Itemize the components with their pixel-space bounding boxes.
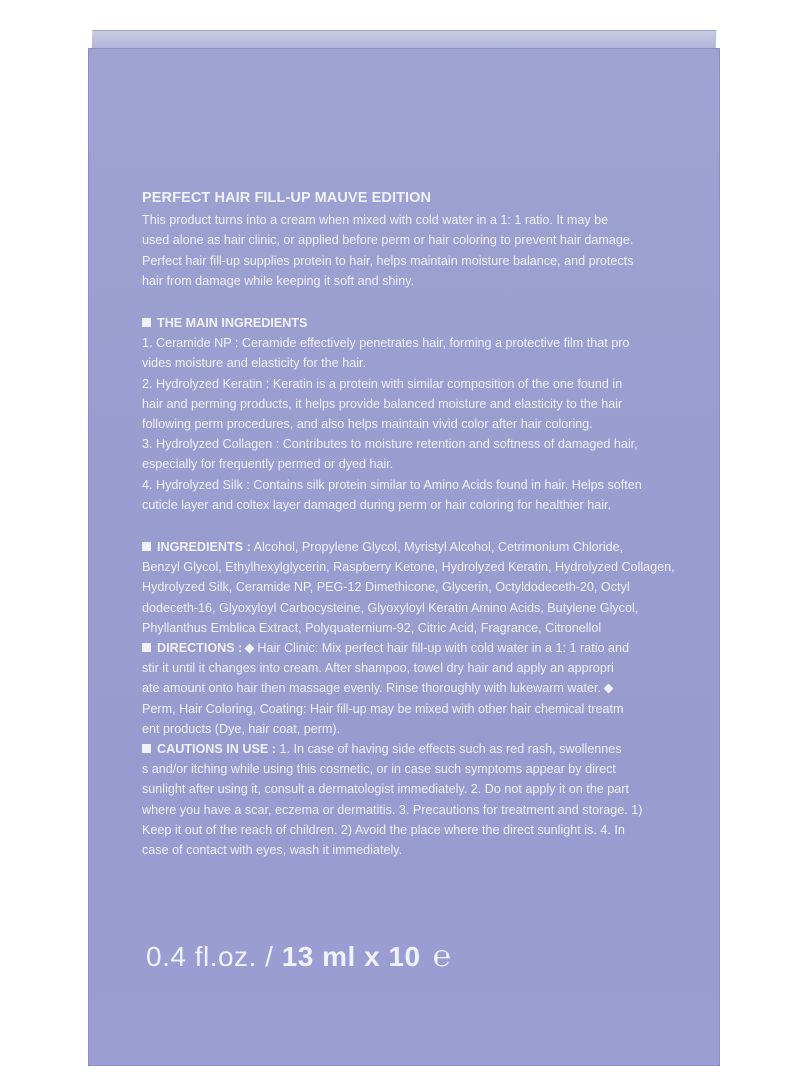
main-ingredient-line: cuticle layer and coltex layer damaged during perm or hair coloring for healthier hair.: [142, 497, 612, 512]
main-ingredient-line: following perm procedures, and also helps maintain vivid color after hair coloring.: [142, 417, 593, 432]
main-ingredient-line: 4. Hydrolyzed Silk : Contains silk protein similar to Amino Acids found in hair. Helps soften: [142, 477, 642, 492]
main-ingredients-heading: [142, 313, 682, 333]
intro-line: This product turns into a cream when mixed with cold water in a 1: 1 ratio. It may be: [142, 213, 609, 228]
directions-line: ent products (Dye, hair coat, perm).: [142, 721, 341, 736]
bullet-square-icon: [142, 643, 151, 652]
bullet-square-icon: [142, 318, 151, 327]
directions-heading: DIRECTIONS :: [157, 641, 243, 656]
main-ingredients-heading-text: THE MAIN INGREDIENTS: [157, 316, 308, 331]
main-ingredient-line: 2. Hydrolyzed Keratin : Keratin is a protein with similar composition of the one found in: [142, 376, 623, 391]
ingredients-line: Benzyl Glycol, Ethylhexylglycerin, Raspberry Ketone, Hydrolyzed Keratin, Hydrolyzed Collagen,: [142, 560, 675, 575]
directions-line: [142, 638, 682, 658]
main-ingredient-line: 1. Ceramide NP : Ceramide effectively penetrates hair, forming a protective film that pro: [142, 336, 630, 351]
cautions-heading: CAUTIONS IN USE :: [157, 742, 276, 757]
net-volume: [146, 940, 451, 974]
volume-imperial: 0.4 fl.oz. /: [146, 941, 274, 972]
product-box: [88, 48, 720, 1066]
directions-line: stir it until it changes into cream. After shampoo, towel dry hair and apply an appropri: [142, 661, 614, 676]
section-gap: [142, 515, 682, 537]
ingredients-line: Hydrolyzed Silk, Ceramide NP, PEG-12 Dimethicone, Glycerin, Octyldodeceth-20, Octyl: [142, 580, 630, 595]
diamond-bullet-icon: [604, 684, 614, 694]
main-ingredient-line: hair and perming products, it helps provide balanced moisture and elasticity to the hair: [142, 396, 623, 411]
ingredients-line: [142, 537, 682, 557]
cautions-text: 1. In case of having side effects such as red rash, swollennes: [279, 742, 622, 757]
main-ingredient-line: especially for frequently permed or dyed hair.: [142, 457, 394, 472]
cautions-line: s and/or itching while using this cosmetic, or in case such symptoms appear by direct: [142, 762, 616, 777]
ingredients-text: Alcohol, Propylene Glycol, Myristyl Alcohol, Cetrimonium Chloride,: [253, 540, 624, 555]
directions-line: [142, 678, 682, 698]
estimated-sign-icon: ℮: [432, 940, 452, 973]
bullet-square-icon: [142, 744, 151, 753]
main-ingredient-line: 3. Hydrolyzed Collagen : Contributes to moisture retention and softness of damaged hair,: [142, 437, 638, 452]
main-ingredient-line: vides moisture and elasticity for the hair.: [142, 356, 366, 371]
cautions-line: [142, 739, 682, 759]
cautions-line: case of contact with eyes, wash it immediately.: [142, 843, 403, 858]
directions-line: Perm, Hair Coloring, Coating: Hair fill-up may be mixed with other hair chemical treatm: [142, 701, 624, 716]
diamond-bullet-icon: [245, 643, 255, 653]
directions-text: ate amount onto hair then massage evenly. Rinse thoroughly with lukewarm water.: [142, 681, 601, 696]
intro-line: used alone as hair clinic, or applied before perm or hair coloring to prevent hair damage.: [142, 233, 634, 248]
bullet-square-icon: [142, 542, 151, 551]
ingredients-line: Phyllanthus Emblica Extract, Polyquaternium-92, Citric Acid, Fragrance, Citronellol: [142, 620, 602, 635]
directions-text: Hair Clinic: Mix perfect hair fill-up with cold water in a 1: 1 ratio and: [257, 641, 630, 656]
ingredients-line: dodeceth-16, Glyoxyloyl Carbocysteine, Glyoxyloyl Keratin Amino Acids, Butylene Glycol,: [142, 600, 639, 615]
label-text-panel: [142, 188, 682, 860]
cautions-line: Keep it out of the reach of children. 2) Avoid the place where the direct sunlight is. 4. In: [142, 822, 625, 837]
intro-line: hair from damage while keeping it soft and shiny.: [142, 273, 415, 288]
cautions-line: sunlight after using it, consult a dermatologist immediately. 2. Do not apply it on the part: [142, 782, 629, 797]
cautions-line: where you have a scar, eczema or dermatitis. 3. Precautions for treatment and storage. 1): [142, 802, 643, 817]
volume-metric: 13 ml x 10: [281, 941, 421, 972]
product-title: PERFECT HAIR FILL-UP MAUVE EDITION: [142, 190, 432, 206]
intro-line: Perfect hair fill-up supplies protein to hair, helps maintain moisture balance, and protects: [142, 253, 634, 268]
ingredients-heading: INGREDIENTS :: [157, 540, 251, 555]
